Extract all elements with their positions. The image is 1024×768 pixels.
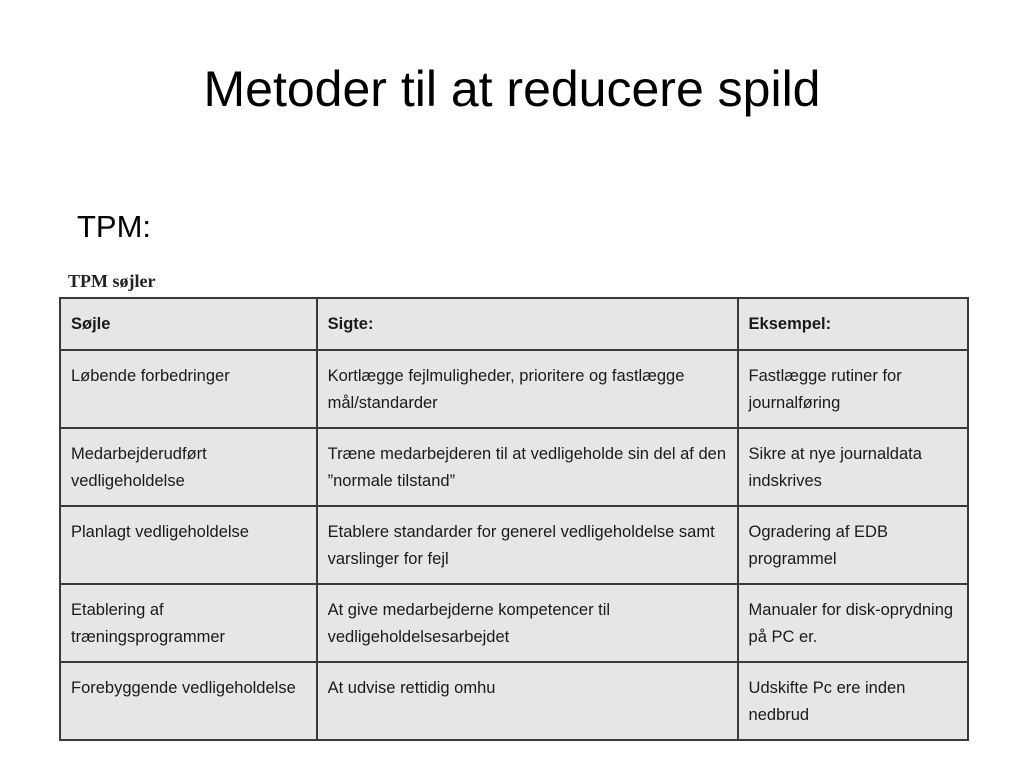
- table-cell: Planlagt vedligeholdelse: [60, 506, 317, 584]
- table-cell: Etablere standarder for generel vedligeholdelse samt varslinger for fejl: [317, 506, 738, 584]
- table-cell: Udskifte Pc ere inden nedbrud: [738, 662, 968, 740]
- table-row: [60, 584, 968, 662]
- header-cell-eksempel: Eksempel:: [738, 298, 968, 350]
- table-cell: Fastlægge rutiner for journalføring: [738, 350, 968, 428]
- table-cell: At udvise rettidig omhu: [317, 662, 738, 740]
- table-row: [60, 662, 968, 740]
- header-cell-sigte: Sigte:: [317, 298, 738, 350]
- table-cell: Manualer for disk-oprydning på PC er.: [738, 584, 968, 662]
- table-cell: At give medarbejderne kompetencer til vedligeholdelsesarbejdet: [317, 584, 738, 662]
- table-caption: TPM søjler: [68, 271, 156, 291]
- table-row: [60, 506, 968, 584]
- table-cell: Løbende forbedringer: [60, 350, 317, 428]
- table-cell: Forebyggende vedligeholdelse: [60, 662, 317, 740]
- table-cell: Etablering af træningsprogrammer: [60, 584, 317, 662]
- table-header-row: [60, 298, 968, 350]
- header-cell-soejle: Søjle: [60, 298, 317, 350]
- table-row: [60, 350, 968, 428]
- table-row: [60, 428, 968, 506]
- table-cell: Sikre at nye journaldata indskrives: [738, 428, 968, 506]
- slide-title: Metoder til at reducere spild: [203, 61, 821, 117]
- table-cell: Træne medarbejderen til at vedligeholde sin del af den ”normale tilstand”: [317, 428, 738, 506]
- table-cell: Ogradering af EDB programmel: [738, 506, 968, 584]
- table-cell: Kortlægge fejlmuligheder, prioritere og fastlægge mål/standarder: [317, 350, 738, 428]
- table-cell: Medarbejderudført vedligeholdelse: [60, 428, 317, 506]
- slide-subtitle: TPM:: [77, 209, 152, 244]
- tpm-table: [59, 297, 969, 741]
